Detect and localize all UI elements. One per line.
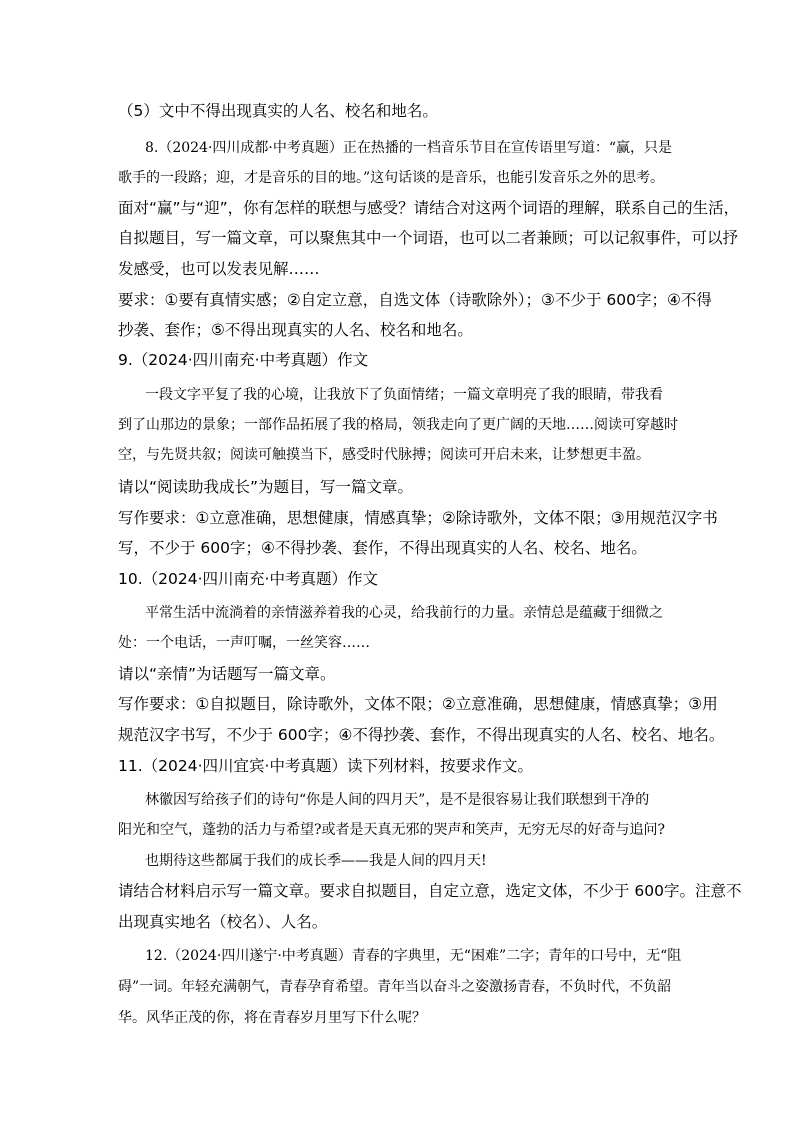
question-12-heading: 12.（2024·四川遂宁·中考真题）青春的字典里，无“困难”二字；青年的口号中，无“阻 [145,948,682,964]
requirements-line: 抄袭、套作；⑤不得出现真实的人名、校名和地名。 [118,321,473,339]
question-8-heading: 8.（2024·四川成都·中考真题）正在热播的一档音乐节目在宣传语里写道：“赢，只是 [145,140,673,156]
question-10-heading: 10.（2024·四川南充·中考真题）作文 [118,570,378,588]
material-line: 林徽因写给孩子们的诗句“你是人间的四月天”，是不是很容易让我们联想到干净的 [145,792,650,808]
requirements-line: 写作要求：①自拟题目，除诗歌外，文体不限；②立意准确，思想健康，情感真挚；③用 [118,695,718,713]
material-line: 处：一个电话，一声叮嘱，一丝笑容…… [118,635,370,651]
text-line: 歌手的一段路；迎，才是音乐的目的地。”这句话谈的是音乐，也能引发音乐之外的思考。 [118,170,665,186]
requirements-line: 要求：①要有真情实感；②自定立意，自选文体（诗歌除外）；③不少于 600字；④不得 [118,291,712,309]
question-11-heading: 11.（2024·四川宜宾·中考真题）读下列材料，按要求作文。 [118,757,533,775]
material-line: 也期待这些都属于我们的成长季——我是人间的四月天! [145,853,487,869]
text-line: 发感受，也可以发表见解…… [118,260,320,278]
text-line: 请以“阅读助我成长”为题目，写一篇文章。 [118,478,414,496]
requirements-line: 出现真实地名（校名）、人名。 [118,913,328,931]
requirements-line: 请结合材料启示写一篇文章。要求自拟题目，自定立意，选定文体，不少于 600字。注意不 [118,882,742,900]
material-line: 华。风华正茂的你，将在青春岁月里写下什么呢？ [118,1010,426,1026]
requirements-line: 写作要求：①立意准确，思想健康，情感真挚；②除诗歌外，文体不限；③用规范汉字书 [118,509,718,527]
text-line: 自拟题目，写一篇文章，可以聚焦其中一个词语，也可以二者兼顾；可以记叙事件，可以抒 [118,229,739,247]
material-line: 到了山那边的景象；一部作品拓展了我的格局，领我走向了更广阔的天地……阅读可穿越时 [118,417,678,433]
text-line: 请以“亲情”为话题写一篇文章。 [118,665,336,683]
material-line: 一段文字平复了我的心境，让我放下了负面情绪；一篇文章明亮了我的眼睛，带我看 [145,387,663,403]
material-line: 阳光和空气，蓬勃的活力与希望?或者是天真无邪的哭声和笑声，无穷无尽的好奇与追问? [118,822,666,838]
text-line: （5）文中不得出现真实的人名、校名和地名。 [118,102,438,120]
requirements-line: 规范汉字书写，不少于 600字；④不得抄袭、套作，不得出现真实的人名、校名、地名。 [118,726,725,744]
material-line: 碍”一词。年轻充满朝气，青春孕育希望。青年当以奋斗之姿激扬青春，不负时代，不负韶 [118,979,672,995]
requirements-line: 写，不少于 600字；④不得抄袭、套作，不得出现真实的人名、校名、地名。 [118,539,647,557]
material-line: 空，与先贤共叙；阅读可触摸当下，感受时代脉搏；阅读可开启未来，让梦想更丰盈。 [118,447,650,463]
material-line: 平常生活中流淌着的亲情滋养着我的心灵，给我前行的力量。亲情总是蕴藏于细微之 [145,605,663,621]
question-9-heading: 9.（2024·四川南充·中考真题）作文 [118,351,369,369]
text-line: 面对“赢”与“迎”，你有怎样的联想与感受？请结合对这两个词语的理解，联系自己的生活， [118,199,740,217]
